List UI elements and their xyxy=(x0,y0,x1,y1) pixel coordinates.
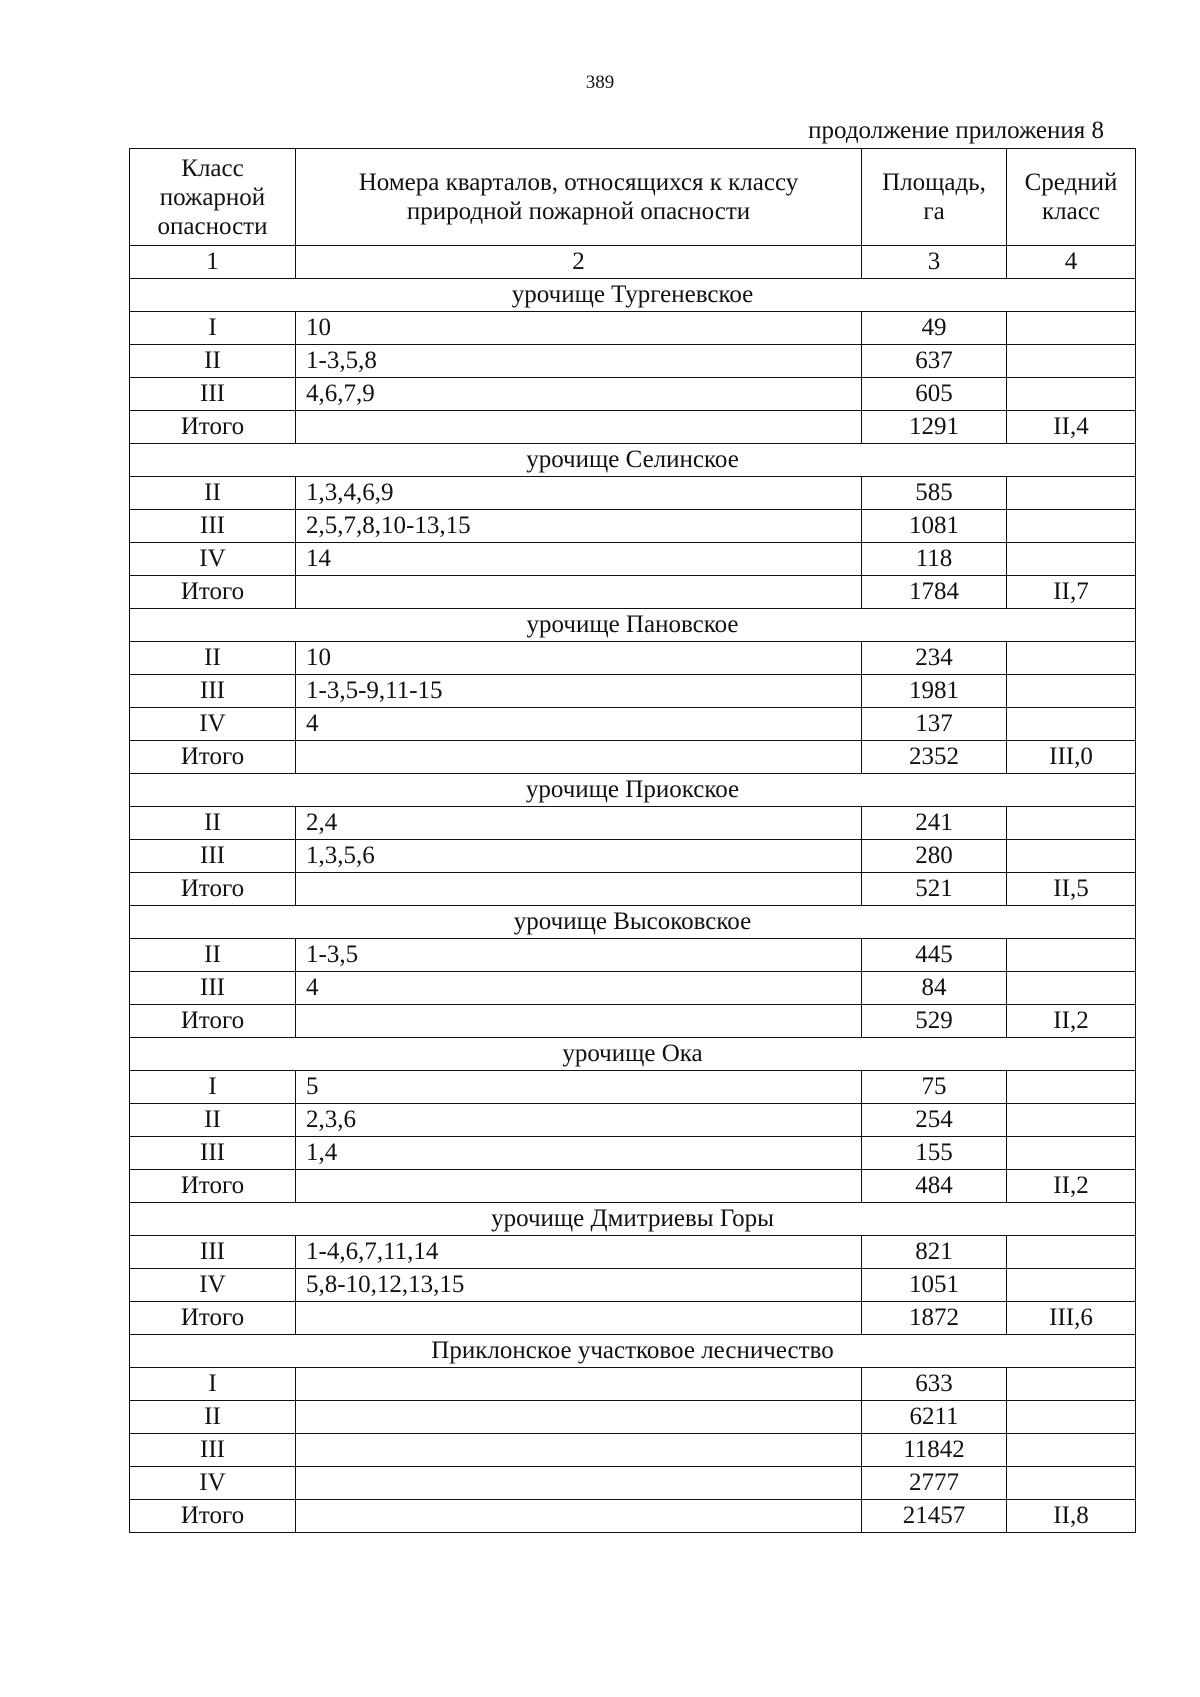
quarters-cell: 1-3,5-9,11-15 xyxy=(296,675,862,708)
quarters-cell: 4,6,7,9 xyxy=(296,378,862,411)
section-header-row xyxy=(130,279,1136,312)
area-cell: 155 xyxy=(862,1137,1007,1170)
avg-class-cell xyxy=(1007,1401,1136,1434)
table-row xyxy=(130,312,1136,345)
class-cell: IV xyxy=(130,708,296,741)
section-header-row xyxy=(130,444,1136,477)
area-cell: 633 xyxy=(862,1368,1007,1401)
area-cell: 254 xyxy=(862,1104,1007,1137)
column-number: 3 xyxy=(862,246,1007,279)
class-cell: III xyxy=(130,378,296,411)
table-row xyxy=(130,1269,1136,1302)
quarters-cell xyxy=(296,1500,862,1533)
avg-class-cell xyxy=(1007,1071,1136,1104)
class-cell: III xyxy=(130,1137,296,1170)
total-row xyxy=(130,576,1136,609)
avg-class-cell: II,7 xyxy=(1007,576,1136,609)
quarters-cell xyxy=(296,1434,862,1467)
quarters-cell: 1,4 xyxy=(296,1137,862,1170)
class-cell: Итого xyxy=(130,873,296,906)
table-row xyxy=(130,510,1136,543)
avg-class-cell xyxy=(1007,510,1136,543)
class-cell: III xyxy=(130,972,296,1005)
quarters-cell xyxy=(296,873,862,906)
class-cell: II xyxy=(130,642,296,675)
area-cell: 484 xyxy=(862,1170,1007,1203)
area-cell: 1081 xyxy=(862,510,1007,543)
quarters-cell xyxy=(296,1368,862,1401)
section-title: урочище Высоковское xyxy=(130,906,1136,939)
class-cell: I xyxy=(130,1368,296,1401)
quarters-cell: 4 xyxy=(296,972,862,1005)
table-row xyxy=(130,378,1136,411)
area-cell: 75 xyxy=(862,1071,1007,1104)
area-cell: 605 xyxy=(862,378,1007,411)
class-cell: I xyxy=(130,1071,296,1104)
class-cell: III xyxy=(130,1236,296,1269)
table-row xyxy=(130,477,1136,510)
class-cell: I xyxy=(130,312,296,345)
column-number: 4 xyxy=(1007,246,1136,279)
table-row xyxy=(130,642,1136,675)
class-cell: Итого xyxy=(130,576,296,609)
quarters-cell xyxy=(296,1302,862,1335)
avg-class-cell xyxy=(1007,1104,1136,1137)
quarters-cell: 5 xyxy=(296,1071,862,1104)
total-row xyxy=(130,741,1136,774)
section-title: урочище Селинское xyxy=(130,444,1136,477)
total-row xyxy=(130,1500,1136,1533)
area-cell: 2777 xyxy=(862,1467,1007,1500)
avg-class-cell xyxy=(1007,543,1136,576)
class-cell: II xyxy=(130,1401,296,1434)
class-cell: III xyxy=(130,510,296,543)
avg-class-cell xyxy=(1007,807,1136,840)
area-cell: 280 xyxy=(862,840,1007,873)
section-header-row xyxy=(130,774,1136,807)
table-row xyxy=(130,1104,1136,1137)
avg-class-cell xyxy=(1007,1434,1136,1467)
class-cell: II xyxy=(130,477,296,510)
area-cell: 21457 xyxy=(862,1500,1007,1533)
avg-class-cell xyxy=(1007,840,1136,873)
quarters-cell: 2,5,7,8,10-13,15 xyxy=(296,510,862,543)
quarters-cell: 1,3,5,6 xyxy=(296,840,862,873)
avg-class-cell xyxy=(1007,312,1136,345)
class-cell: Итого xyxy=(130,1005,296,1038)
total-row xyxy=(130,1302,1136,1335)
column-number: 2 xyxy=(296,246,862,279)
section-title: урочище Ока xyxy=(130,1038,1136,1071)
class-cell: Итого xyxy=(130,1302,296,1335)
avg-class-cell: III,6 xyxy=(1007,1302,1136,1335)
header-class: Класс пожарной опасности xyxy=(130,149,296,246)
avg-class-cell xyxy=(1007,1368,1136,1401)
class-cell: II xyxy=(130,807,296,840)
section-header-row xyxy=(130,1335,1136,1368)
area-cell: 234 xyxy=(862,642,1007,675)
quarters-cell xyxy=(296,1170,862,1203)
avg-class-cell: II,4 xyxy=(1007,411,1136,444)
column-number: 1 xyxy=(130,246,296,279)
quarters-cell xyxy=(296,1005,862,1038)
quarters-cell: 5,8-10,12,13,15 xyxy=(296,1269,862,1302)
quarters-cell: 10 xyxy=(296,642,862,675)
quarters-cell: 2,4 xyxy=(296,807,862,840)
section-header-row xyxy=(130,609,1136,642)
quarters-cell xyxy=(296,1401,862,1434)
quarters-cell: 14 xyxy=(296,543,862,576)
avg-class-cell: II,2 xyxy=(1007,1170,1136,1203)
class-cell: III xyxy=(130,675,296,708)
quarters-cell xyxy=(296,576,862,609)
area-cell: 1051 xyxy=(862,1269,1007,1302)
class-cell: IV xyxy=(130,1269,296,1302)
class-cell: II xyxy=(130,345,296,378)
table-row xyxy=(130,1368,1136,1401)
table-body xyxy=(130,149,1136,1533)
quarters-cell: 10 xyxy=(296,312,862,345)
class-cell: II xyxy=(130,939,296,972)
avg-class-cell: II,5 xyxy=(1007,873,1136,906)
table-header-row xyxy=(130,149,1136,246)
area-cell: 1291 xyxy=(862,411,1007,444)
class-cell: III xyxy=(130,840,296,873)
table-row xyxy=(130,543,1136,576)
section-title: Приклонское участковое лесничество xyxy=(130,1335,1136,1368)
table-row xyxy=(130,1434,1136,1467)
page-number: 389 xyxy=(585,72,615,93)
quarters-cell xyxy=(296,741,862,774)
header-area: Площадь, га xyxy=(862,149,1007,246)
area-cell: 1981 xyxy=(862,675,1007,708)
header-avg-class: Средний класс xyxy=(1007,149,1136,246)
quarters-cell: 1-3,5,8 xyxy=(296,345,862,378)
table-row xyxy=(130,708,1136,741)
section-title: урочище Дмитриевы Горы xyxy=(130,1203,1136,1236)
area-cell: 1872 xyxy=(862,1302,1007,1335)
table-row xyxy=(130,840,1136,873)
table-row xyxy=(130,1071,1136,1104)
avg-class-cell xyxy=(1007,972,1136,1005)
section-header-row xyxy=(130,1203,1136,1236)
avg-class-cell xyxy=(1007,1269,1136,1302)
area-cell: 521 xyxy=(862,873,1007,906)
avg-class-cell xyxy=(1007,675,1136,708)
column-number-row xyxy=(130,246,1136,279)
table-row xyxy=(130,345,1136,378)
avg-class-cell xyxy=(1007,642,1136,675)
area-cell: 445 xyxy=(862,939,1007,972)
table-row xyxy=(130,1467,1136,1500)
table-row xyxy=(130,807,1136,840)
area-cell: 241 xyxy=(862,807,1007,840)
avg-class-cell xyxy=(1007,477,1136,510)
table-row xyxy=(130,1401,1136,1434)
class-cell: Итого xyxy=(130,411,296,444)
table-row xyxy=(130,972,1136,1005)
avg-class-cell: II,2 xyxy=(1007,1005,1136,1038)
class-cell: IV xyxy=(130,543,296,576)
total-row xyxy=(130,411,1136,444)
table-row xyxy=(130,1236,1136,1269)
area-cell: 118 xyxy=(862,543,1007,576)
section-title: урочище Пановское xyxy=(130,609,1136,642)
section-title: урочище Тургеневское xyxy=(130,279,1136,312)
avg-class-cell xyxy=(1007,939,1136,972)
area-cell: 1784 xyxy=(862,576,1007,609)
table-row xyxy=(130,1137,1136,1170)
avg-class-cell xyxy=(1007,708,1136,741)
avg-class-cell xyxy=(1007,345,1136,378)
avg-class-cell: III,0 xyxy=(1007,741,1136,774)
class-cell: II xyxy=(130,1104,296,1137)
total-row xyxy=(130,873,1136,906)
area-cell: 84 xyxy=(862,972,1007,1005)
fire-danger-table xyxy=(129,148,1136,1533)
table-row xyxy=(130,675,1136,708)
area-cell: 2352 xyxy=(862,741,1007,774)
class-cell: III xyxy=(130,1434,296,1467)
section-header-row xyxy=(130,906,1136,939)
area-cell: 6211 xyxy=(862,1401,1007,1434)
total-row xyxy=(130,1170,1136,1203)
area-cell: 49 xyxy=(862,312,1007,345)
area-cell: 529 xyxy=(862,1005,1007,1038)
quarters-cell: 1-3,5 xyxy=(296,939,862,972)
total-row xyxy=(130,1005,1136,1038)
area-cell: 585 xyxy=(862,477,1007,510)
quarters-cell: 4 xyxy=(296,708,862,741)
area-cell: 137 xyxy=(862,708,1007,741)
header-quarters: Номера кварталов, относящихся к классу природной пожарной опасности xyxy=(296,149,862,246)
quarters-cell: 2,3,6 xyxy=(296,1104,862,1137)
quarters-cell: 1,3,4,6,9 xyxy=(296,477,862,510)
quarters-cell: 1-4,6,7,11,14 xyxy=(296,1236,862,1269)
avg-class-cell: II,8 xyxy=(1007,1500,1136,1533)
class-cell: IV xyxy=(130,1467,296,1500)
section-header-row xyxy=(130,1038,1136,1071)
quarters-cell xyxy=(296,411,862,444)
avg-class-cell xyxy=(1007,378,1136,411)
area-cell: 11842 xyxy=(862,1434,1007,1467)
quarters-cell xyxy=(296,1467,862,1500)
section-title: урочище Приокское xyxy=(130,774,1136,807)
area-cell: 821 xyxy=(862,1236,1007,1269)
class-cell: Итого xyxy=(130,1500,296,1533)
avg-class-cell xyxy=(1007,1137,1136,1170)
area-cell: 637 xyxy=(862,345,1007,378)
class-cell: Итого xyxy=(130,1170,296,1203)
continuation-label: продолжение приложения 8 xyxy=(808,117,1104,144)
avg-class-cell xyxy=(1007,1236,1136,1269)
avg-class-cell xyxy=(1007,1467,1136,1500)
table-row xyxy=(130,939,1136,972)
class-cell: Итого xyxy=(130,741,296,774)
